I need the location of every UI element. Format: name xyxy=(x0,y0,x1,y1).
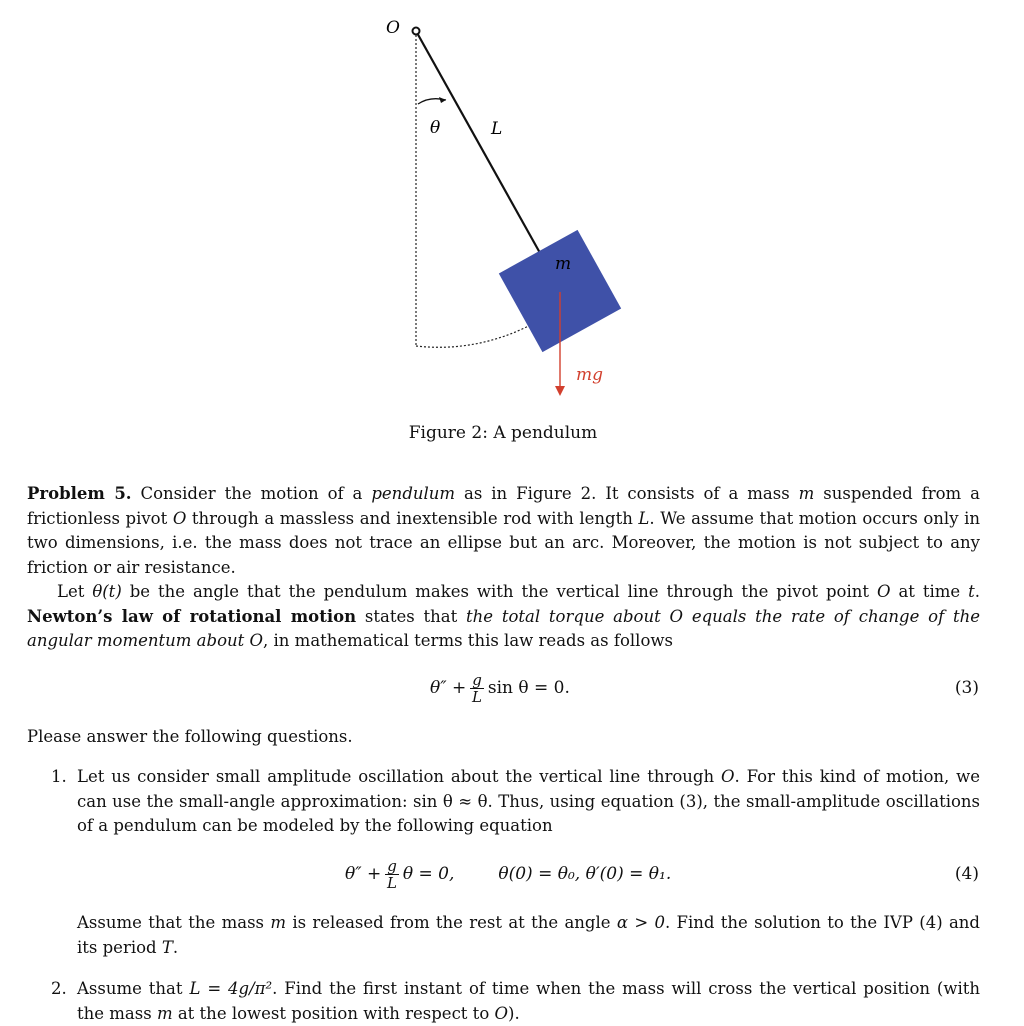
eq3-denominator: L xyxy=(472,687,483,706)
text-span: is released from the rest at the angle xyxy=(292,913,611,932)
question-item-1-continued xyxy=(51,911,980,960)
text-span: . We assume that motion occurs only in two dimensions, i.e. the mass does not trace an ellipse but an arc. Moreover, the motion is not subject to any friction or air resistance. xyxy=(27,508,980,577)
text-span: as in Figure 2. It consists of a mass xyxy=(464,484,790,503)
equation-number-4: (4) xyxy=(954,864,979,884)
problem-paragraph-1 xyxy=(27,482,980,580)
law-statement: the total torque about O equals the rate of change of the angular momentum about O xyxy=(27,606,980,650)
math-O: O xyxy=(172,508,187,528)
text-span: Let us consider xyxy=(77,767,209,786)
question-item-1 xyxy=(51,765,980,839)
eq3-lhs: θ″ + xyxy=(430,678,467,698)
math-L: L xyxy=(638,508,650,528)
text-span: at the lowest position with respect to xyxy=(177,1003,490,1023)
eq3-rhs: sin θ = 0. xyxy=(487,678,570,698)
pendulum-figure xyxy=(0,0,1024,420)
math-m: m xyxy=(798,484,815,503)
pendulum-term: pendulum xyxy=(371,484,456,503)
math-t: t xyxy=(968,582,975,601)
gravity-arrowhead xyxy=(555,386,565,396)
math-L-equation: L = 4g/π² xyxy=(189,979,273,998)
text-span: , in mathematical terms this law reads as follows xyxy=(263,631,673,650)
text-span: states that xyxy=(364,606,458,626)
text-span: Let xyxy=(57,582,85,601)
text-span: Consider the motion of a xyxy=(140,484,363,503)
eq4-fraction xyxy=(385,858,399,891)
question-item-2 xyxy=(51,977,980,1026)
problem-paragraph-2 xyxy=(27,580,980,654)
math-alpha: α > 0 xyxy=(616,913,665,932)
text-span: Assume that the mass xyxy=(77,913,265,932)
equation-3 xyxy=(0,668,1024,708)
angle-arrowhead xyxy=(439,97,446,103)
math-m: m xyxy=(270,913,286,932)
text-span: . Find the first instant of time when the mass will cross the vertical position (with the mass xyxy=(77,979,981,1023)
eq3-fraction xyxy=(470,672,484,705)
figure-caption: Figure 2: A pendulum xyxy=(408,423,598,443)
pendulum-rod xyxy=(416,31,540,253)
item-number: 1. xyxy=(51,767,67,786)
eq3-numerator: g xyxy=(472,670,482,689)
text-span: be the angle that the pendulum makes with the vertical line through the pivot point xyxy=(129,582,870,601)
math-theta-t: θ(t) xyxy=(92,582,122,601)
item-number: 2. xyxy=(51,979,67,998)
problem-heading: Problem 5. xyxy=(27,484,132,503)
eq4-numerator: g xyxy=(387,856,397,875)
text-span: suspended from a frictionless pivot xyxy=(27,484,980,528)
small-angle-term: small-angle approximation xyxy=(179,791,402,811)
pivot-point xyxy=(413,28,420,35)
text-span: . Find the solution to the IVP (4) and its period xyxy=(77,913,980,957)
text-span: through a massless and inextensible rod with length xyxy=(191,508,633,528)
text-span: Assume that xyxy=(77,979,183,998)
math-O: O xyxy=(720,767,735,786)
text-span: about the vertical line through xyxy=(450,767,715,786)
eq4-lhs: θ″ + xyxy=(345,864,382,884)
text-span: : sin θ ≈ θ. Thus, using equation (3), the small-amplitude oscillations of a pendulum can be modeled by the following equation xyxy=(77,791,981,835)
math-m: m xyxy=(156,1003,173,1023)
math-O: O xyxy=(494,1003,509,1023)
force-label: mg xyxy=(576,365,604,385)
eq4-initial-conditions: θ(0) = θ₀, θ′(0) = θ₁. xyxy=(498,864,672,884)
law-name: Newton’s law of rotational motion xyxy=(27,606,357,626)
length-label: L xyxy=(491,119,503,139)
equation-number-3: (3) xyxy=(954,678,979,698)
math-T: T xyxy=(161,937,173,957)
math-O: O xyxy=(876,582,891,601)
eq4-rhs: θ = 0, xyxy=(402,864,455,884)
equation-4 xyxy=(0,854,1024,894)
questions-prompt: Please answer the following questions. xyxy=(27,727,353,746)
text-span: . For this kind of motion, we can use the xyxy=(77,767,981,811)
small-amplitude-term: small amplitude oscillation xyxy=(215,767,445,786)
angle-label: θ xyxy=(430,118,441,138)
text-span: ). xyxy=(508,1003,520,1023)
mass-label: m xyxy=(555,254,572,274)
text-span: . xyxy=(172,937,179,957)
eq4-denominator: L xyxy=(387,873,398,892)
text-span: at time xyxy=(898,582,961,601)
text-span: . xyxy=(974,582,981,601)
pivot-label: O xyxy=(386,18,400,38)
